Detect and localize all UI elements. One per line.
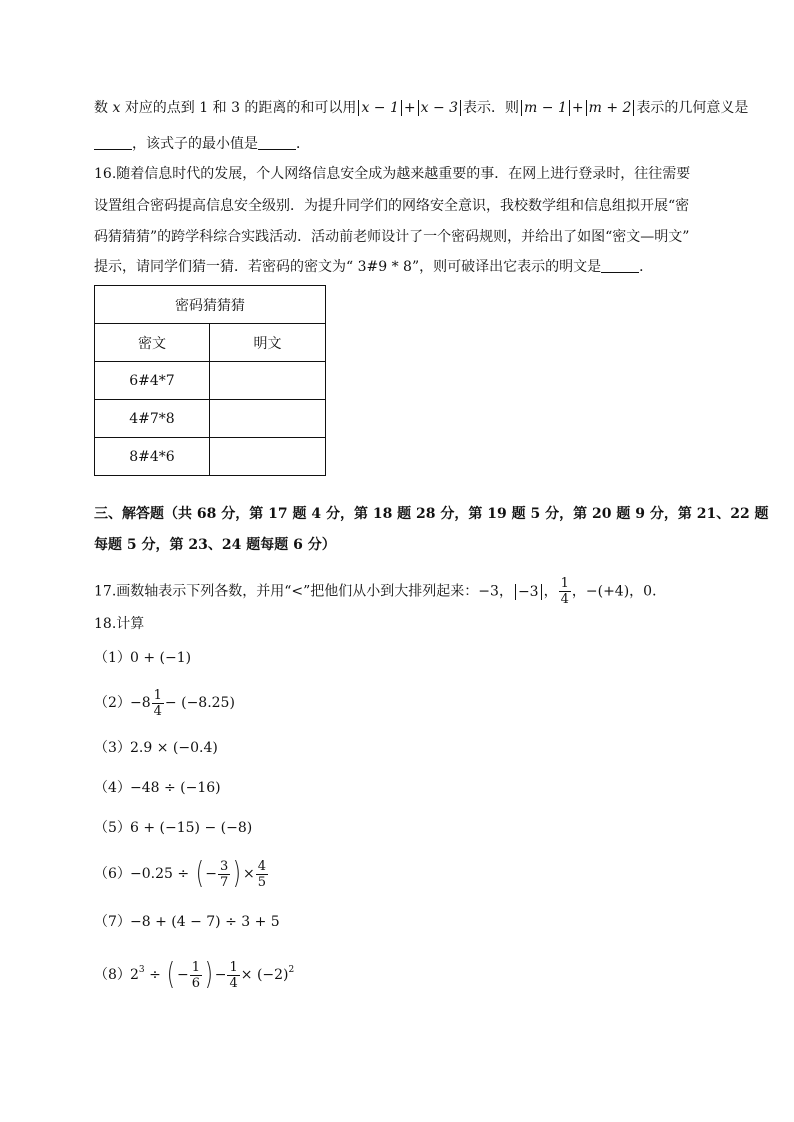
- item-index: （7）: [94, 914, 131, 930]
- q15-text-line2: ，该式子的最小值是: [132, 136, 258, 152]
- q15-text-b: 对应的点到 1 和 3 的距离的和可以用: [124, 100, 357, 116]
- q16-line4-text: 提示，请同学们猜一猜．若密码的密文为“ 3#9 * 8”，则可破译出它表示的明文是: [94, 259, 602, 275]
- q16-period: ．: [639, 259, 654, 275]
- left-paren: (: [195, 856, 204, 891]
- q18-item-7: [94, 912, 280, 932]
- right-paren: ): [233, 856, 242, 891]
- item-expression-tail: × (−2): [240, 967, 289, 983]
- fraction-numerator: 1: [191, 959, 201, 975]
- item-expression: −8 + (4 − 7) ÷ 3 + 5: [130, 914, 280, 930]
- item-expression: 0 + (−1): [130, 650, 192, 666]
- q16-line2: 设置组合密码提高信息安全级别．为提升同学们的网络安全意识，我校数学组和信息组拟开展“密: [94, 198, 690, 214]
- table-header-cipher: 密文: [95, 324, 210, 362]
- item-expression-pre: −0.25 ÷: [130, 866, 190, 882]
- item-expression: −48 ÷ (−16): [130, 780, 221, 796]
- q18-item-3: [94, 738, 218, 758]
- q16-line1: 16.随着信息时代的发展，个人网络信息安全成为越来越重要的事．在网上进行登录时，往往需要: [94, 166, 691, 182]
- table-header-plain: 明文: [210, 324, 326, 362]
- q15-abs-x-minus-1: x − 1: [358, 100, 401, 116]
- item-fraction-1: [218, 859, 230, 890]
- cipher-cell: 4#7*8: [95, 400, 210, 438]
- power-exponent-2: 2: [288, 965, 295, 975]
- q18-item-2: [94, 686, 235, 720]
- cipher-cell: 8#4*6: [95, 438, 210, 476]
- item-expression-pre: −8: [130, 695, 151, 711]
- fraction-numerator: 1: [560, 576, 569, 591]
- fraction-denominator: 4: [229, 975, 238, 991]
- section3-heading-line1: 三、解答题（共 68 分，第 17 题 4 分，第 18 题 28 分，第 19 题 5 分，第 20 题 9 分，第 21、22 题: [94, 506, 769, 522]
- item-expression: 6 + (−15) − (−8): [130, 820, 253, 836]
- q15-period: ．: [296, 136, 310, 152]
- power-exponent: 3: [138, 965, 145, 975]
- item-fraction-2: [256, 859, 268, 890]
- minus-sign: −: [205, 866, 217, 882]
- q15-var-x: x: [112, 100, 121, 116]
- q15-text-c: 表示．则: [463, 100, 520, 116]
- q15-answer-blank-2[interactable]: [258, 135, 296, 150]
- item-index: （3）: [94, 740, 131, 756]
- fraction-denominator: 4: [153, 703, 162, 719]
- q15-answer-blank-1[interactable]: [94, 135, 132, 150]
- plain-cell: [210, 438, 326, 476]
- item-expression-post: − (−8.25): [164, 695, 235, 711]
- q18-item-5: [94, 818, 252, 838]
- item-index: （4）: [94, 780, 131, 796]
- table-row: [95, 400, 326, 438]
- q16-line4: [94, 257, 653, 277]
- item-expression: 2.9 × (−0.4): [130, 740, 218, 756]
- fraction-numerator: 1: [153, 687, 162, 703]
- q15-abs-x-minus-3: x − 3: [418, 100, 461, 116]
- q18-item-4: [94, 778, 221, 798]
- minus-sign-2: −: [214, 967, 227, 983]
- q16-line3: 码猜猜猜”的跨学科综合实践活动．活动前老师设计了一个密码规则，并给出了如图“密文—明文”: [94, 229, 690, 245]
- minus-sign: −: [177, 967, 189, 983]
- item-fraction: [152, 688, 164, 719]
- q17-fraction: [559, 576, 571, 607]
- item-fraction-1: [190, 960, 202, 991]
- plain-cell: [210, 362, 326, 400]
- plain-cell: [210, 400, 326, 438]
- q17-text-b: ，−(+4)，0．: [571, 583, 667, 600]
- q15-text-a: 数: [94, 100, 108, 116]
- q18-title: 18.计算: [94, 616, 145, 632]
- q15-plus-2: +: [571, 100, 584, 116]
- q17-sep: ，: [543, 583, 558, 600]
- q15-abs-m-minus-1: m − 1: [521, 100, 570, 116]
- table-title: 密码猜猜猜: [95, 286, 326, 324]
- section3-heading-line2: 每题 5 分，第 23、24 题每题 6 分）: [94, 537, 336, 553]
- item-index: （2）: [94, 695, 131, 711]
- q17-text-a: 17.画数轴表示下列各数，并用“<”把他们从小到大排列起来：−3，: [94, 583, 513, 600]
- q15-line2: [94, 134, 310, 154]
- table-row: [95, 362, 326, 400]
- fraction-numerator: 4: [257, 858, 267, 874]
- fraction-denominator: 6: [191, 975, 201, 991]
- right-paren: ): [204, 957, 213, 992]
- item-fraction-2: [227, 960, 239, 991]
- q16-answer-blank[interactable]: [601, 258, 639, 273]
- left-paren: (: [167, 957, 176, 992]
- fraction-denominator: 7: [220, 874, 229, 890]
- fraction-numerator: 3: [220, 858, 229, 874]
- q17-abs: −3: [515, 584, 542, 600]
- times-sign: ×: [243, 866, 255, 882]
- cipher-cell: 6#4*7: [95, 362, 210, 400]
- q15-plus: +: [403, 100, 416, 116]
- item-index: （6）: [94, 866, 131, 882]
- fraction-numerator: 1: [229, 959, 238, 975]
- item-index: （5）: [94, 820, 131, 836]
- power-base: 2: [130, 967, 139, 983]
- q18-item-8: [94, 950, 294, 995]
- password-table: [94, 285, 326, 476]
- q15-line1: [94, 98, 748, 118]
- table-row: [95, 438, 326, 476]
- q15-abs-m-plus-2: m + 2: [586, 100, 635, 116]
- q18-item-6: [94, 854, 269, 894]
- q15-text-d: 表示的几何意义是: [636, 100, 749, 116]
- fraction-denominator: 5: [257, 874, 267, 890]
- q17: [94, 576, 666, 607]
- q18-item-1: [94, 648, 191, 668]
- divide-sign: ÷: [149, 967, 161, 983]
- fraction-denominator: 4: [560, 592, 569, 607]
- item-index: （8）: [94, 967, 131, 983]
- item-index: （1）: [94, 650, 131, 666]
